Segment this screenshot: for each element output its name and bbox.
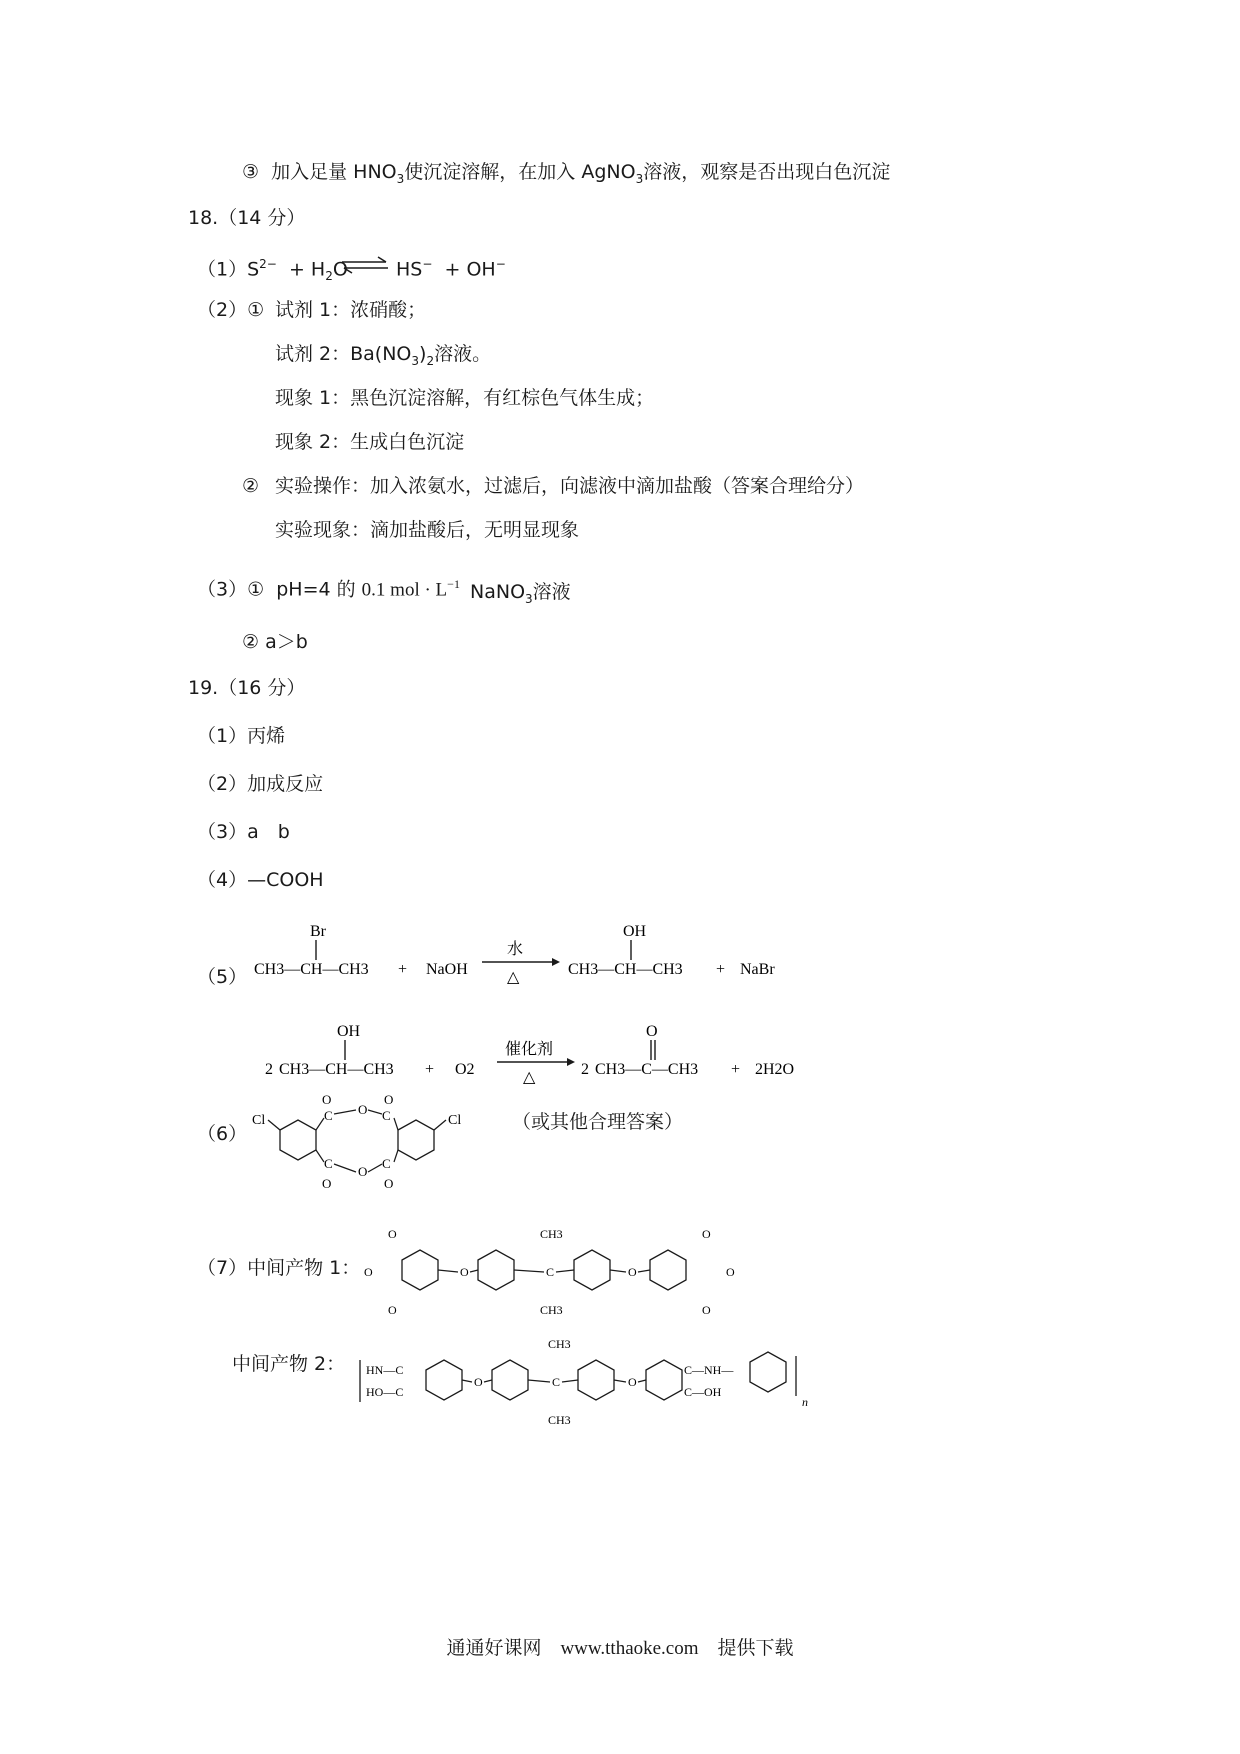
hydroxy-substituent: OH [337,1023,361,1040]
methyl-group: CH3 [548,1413,571,1427]
coefficient: 2 [581,1061,589,1078]
q18-part3-salt: NaNO$_3$溶液 [470,581,571,606]
q17-item3: ③ 加入足量 $HNO_3$使沉淀溶解，在加入 AgNO$_3$溶液，观察是否出现白色沉淀 [242,161,891,186]
svg-text:O: O [322,1176,332,1190]
q18-operation: 实验操作：加入浓氨水，过滤后，向滤液中滴加盐酸（答案合理给分） [275,475,865,497]
svg-text:O: O [388,1227,397,1241]
hydroxy-substituent: OH [623,923,647,940]
q18-part1: $(1)S^{2-} + H_2O$ [197,257,348,284]
methyl-group: CH3 [548,1337,571,1351]
svg-text:O: O [702,1303,711,1317]
reaction-oxidation [265,1018,825,1088]
amide-group: HN—C [366,1363,404,1377]
q19-part2: （2）加成反应 [197,773,324,795]
oxygen: O2 [455,1061,475,1078]
svg-text:O: O [460,1265,469,1279]
q19-part7-inter2-label: 中间产物 2： [232,1353,346,1375]
svg-text:O: O [364,1265,373,1279]
q18-part1-products: HS− + OH− [396,257,506,281]
svg-text:O: O [726,1265,735,1279]
svg-text:C: C [552,1375,561,1389]
svg-text:O: O [384,1176,394,1190]
condition-heat: △ [507,969,520,986]
q19-part7-label: （7）中间产物 1： [197,1257,361,1279]
intermediate-1-structure [362,1220,762,1320]
svg-text:O: O [322,1092,332,1107]
svg-text:O: O [358,1102,368,1117]
condition-water: 水 [507,941,524,958]
page-footer: 通通好课网 www.tthaoke.com 提供下载 [446,1638,794,1659]
question-18-header: 18.（14 分） [188,207,306,229]
q19-part1: （1）丙烯 [197,725,286,747]
svg-text:O: O [388,1303,397,1317]
svg-text:C: C [382,1108,391,1123]
q19-part6-note: （或其他合理答案） [512,1111,684,1133]
reactant-chain: CH3—CH—CH3 [254,961,369,978]
svg-text:O: O [702,1227,711,1241]
plus-sign: + [716,961,726,978]
water: 2H2O [755,1061,795,1078]
reaction-hydrolysis [250,918,810,988]
svg-text:O: O [628,1265,637,1279]
q18-observation: 实验现象：滴加盐酸后，无明显现象 [275,519,580,541]
amide-group: C—NH— [684,1363,734,1377]
plus-sign: + [731,1061,741,1078]
product-chain: CH3—CH—CH3 [568,961,683,978]
methyl-group: CH3 [540,1227,563,1241]
naoh: NaOH [426,961,468,978]
q18-part3: （3）① pH=4 的 0.1 mol · $L^{-1}$ [197,577,460,601]
condition-heat: △ [523,1069,536,1086]
q18-reagent1: 试剂 1：浓硝酸； [275,299,427,321]
svg-text:O: O [474,1375,483,1389]
svg-text:C: C [324,1156,333,1171]
svg-text:O: O [358,1164,368,1179]
reactant-chain: CH3—CH—CH3 [279,1061,394,1078]
repeat-index: n [802,1395,808,1409]
product-chain: CH3—C—CH3 [595,1061,699,1078]
q18-reagent2: 试剂 2：$Ba(NO_3)_2$溶液。 [275,343,492,368]
intermediate-2-structure [352,1330,832,1430]
svg-text:O: O [628,1375,637,1389]
q18-part2-marker2: ② [242,475,260,497]
carboxyl-group: C—OH [684,1385,722,1399]
chloro-substituent: Cl [252,1113,266,1128]
q18-phenomenon1: 现象 1：黑色沉淀溶解，有红棕色气体生成； [275,387,655,409]
q19-part4: （4）—COOH [197,869,324,891]
question-19-header: 19.（16 分） [188,677,306,699]
carbonyl-oxygen: O [646,1023,658,1040]
chloro-substituent: Cl [448,1113,462,1128]
q18-part3-item2: ② a＞b [242,631,308,653]
methyl-group: CH3 [540,1303,563,1317]
carboxyl-group: HO—C [366,1385,404,1399]
q19-part5-label: （5） [197,966,248,988]
svg-text:C: C [546,1265,555,1279]
q19-part3: （3）a b [197,821,290,843]
plus-sign: + [425,1061,435,1078]
svg-text:C: C [324,1108,333,1123]
q18-phenomenon2: 现象 2：生成白色沉淀 [275,431,465,453]
nabr: NaBr [740,961,775,978]
plus-sign: + [398,961,408,978]
q19-part6-label: （6） [197,1123,248,1145]
dianhydride-structure [250,1090,490,1190]
bromo-substituent: Br [310,923,326,940]
q18-part2-label: （2）① [197,299,265,321]
coefficient: 2 [265,1061,273,1078]
svg-text:O: O [384,1092,394,1107]
equilibrium-arrow-icon [340,255,390,275]
condition-catalyst: 催化剂 [505,1041,554,1058]
svg-text:C: C [382,1156,391,1171]
